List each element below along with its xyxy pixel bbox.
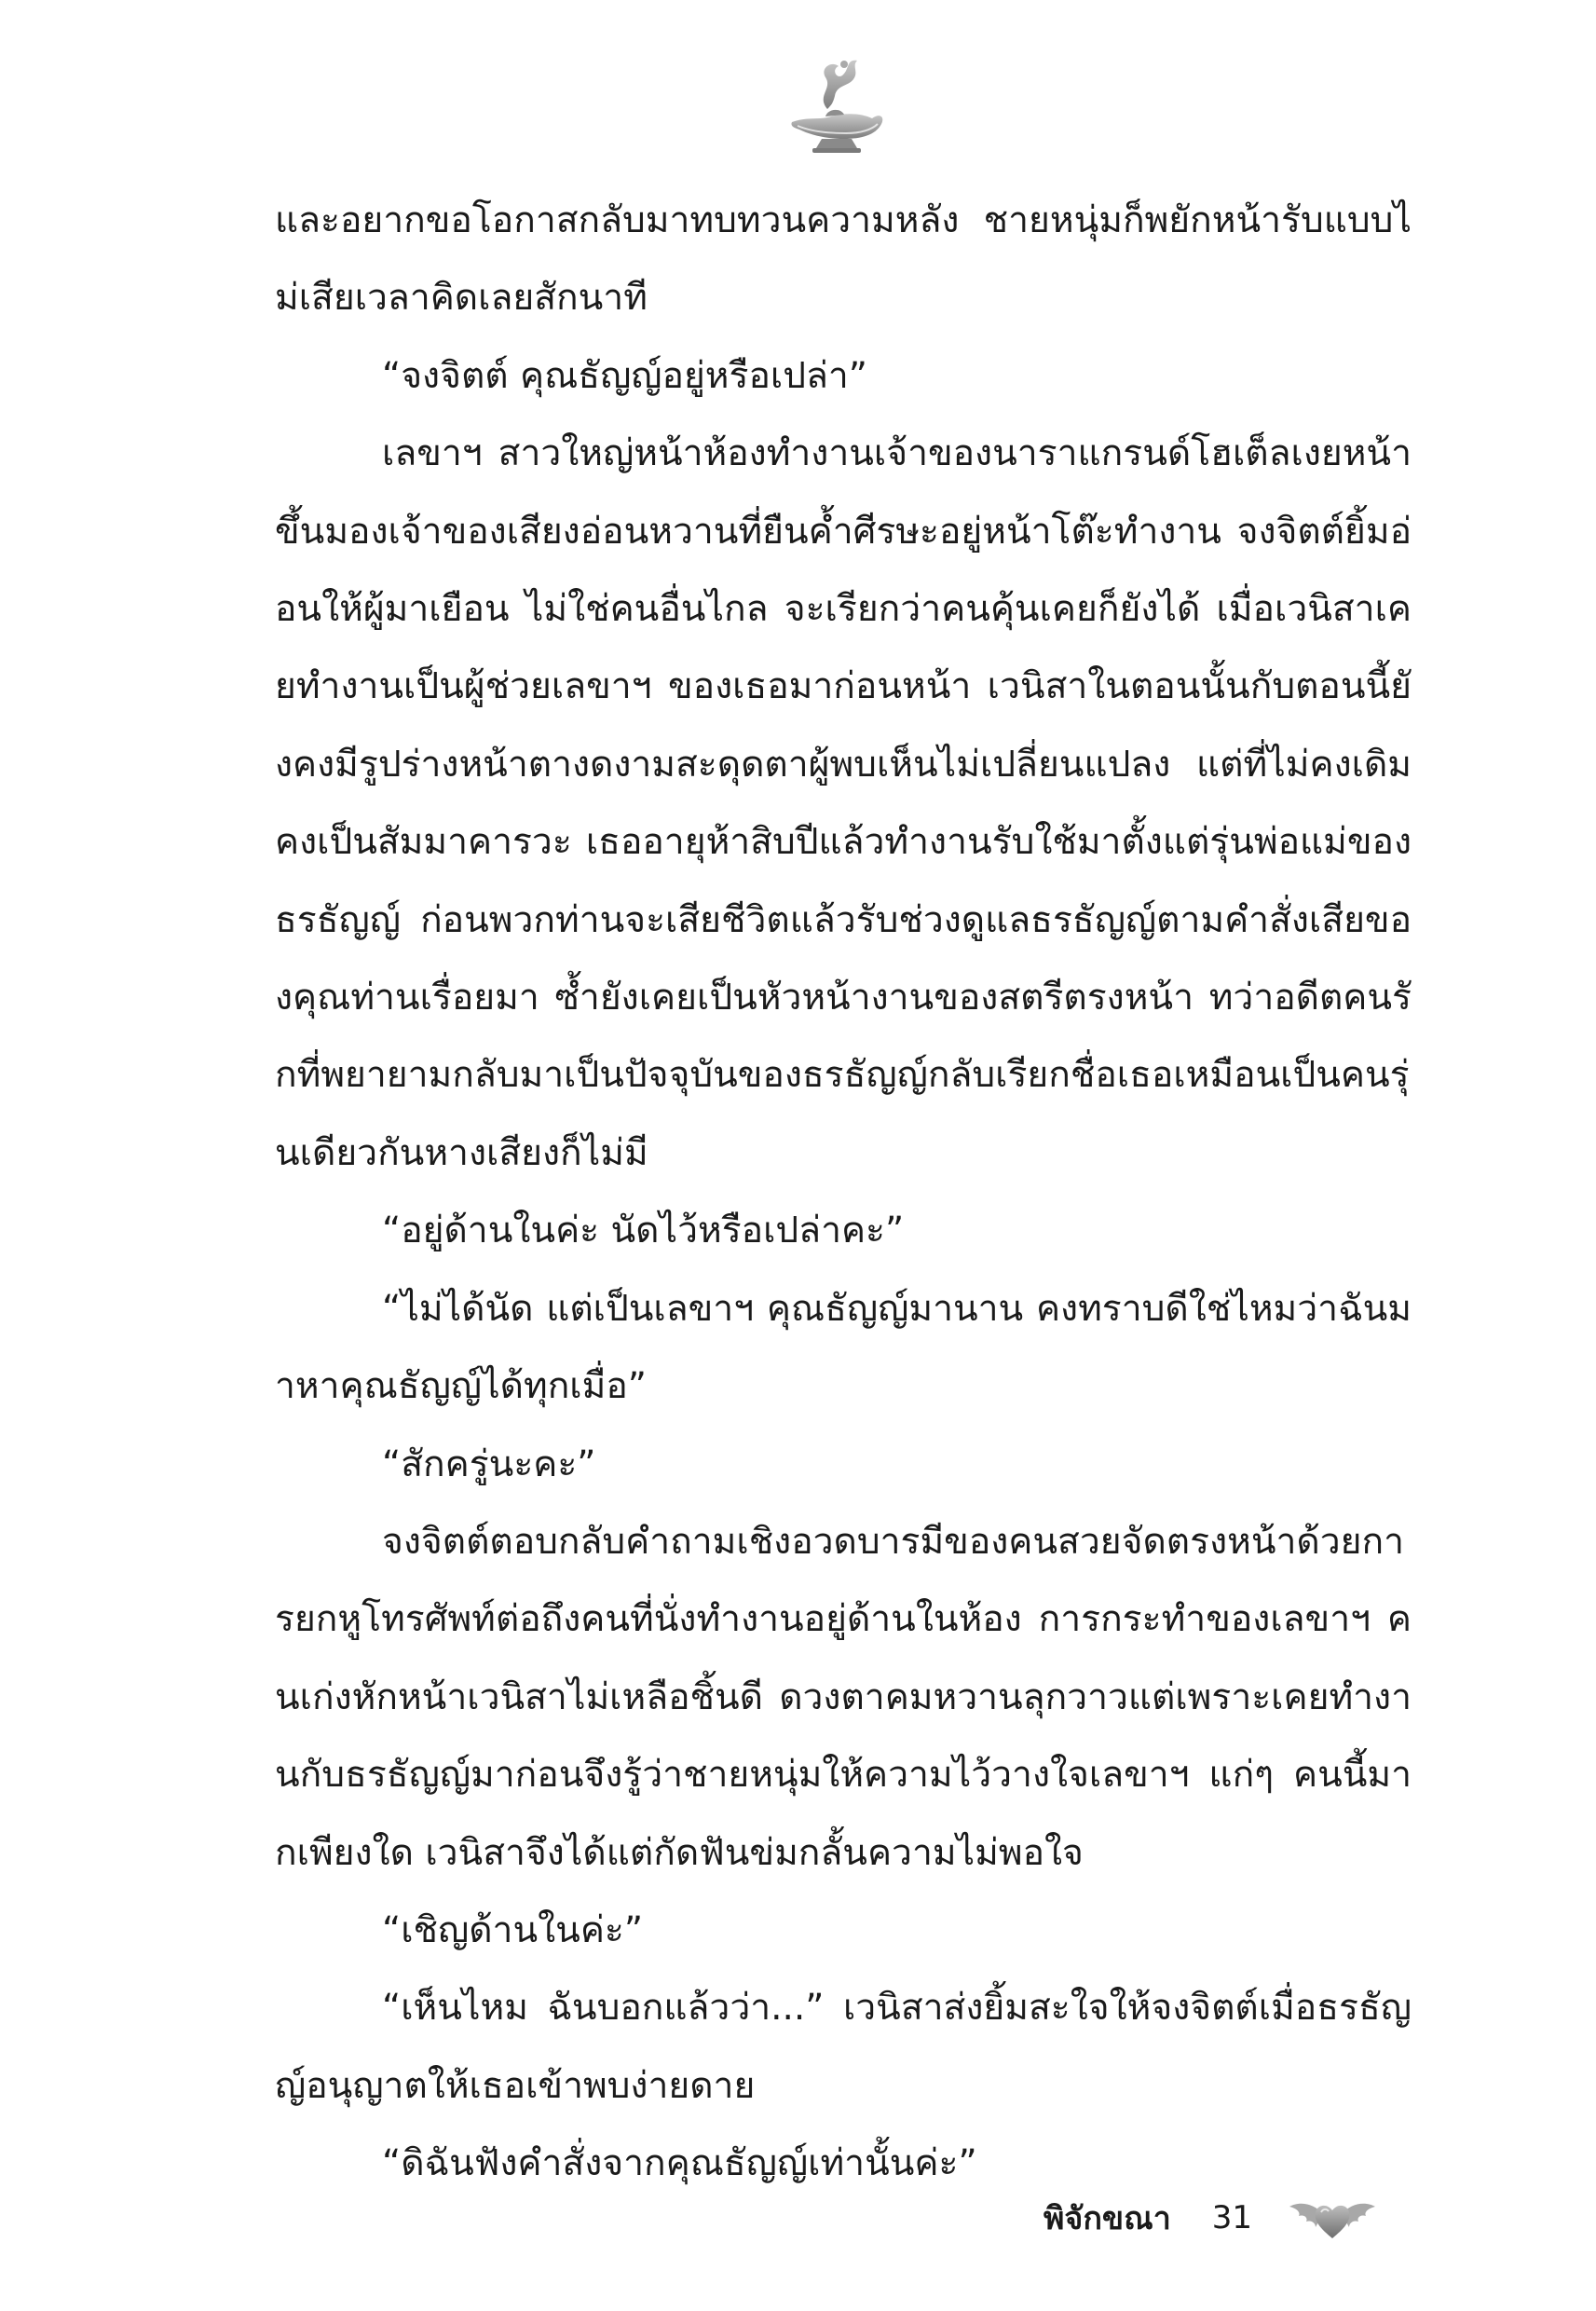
paragraph: และอยากขอโอกาสกลับมาทบทวนความหลัง ชายหนุ่มก็พยักหน้ารับแบบไม่เสียเวลาคิดเลยสักนาที [275,199,1412,320]
paragraph: “จงจิตต์ คุณธัญญ์อยู่หรือเปล่า” [382,354,867,397]
winged-heart-icon [1288,2190,1377,2246]
page-footer [1044,2185,1377,2250]
page-number: 31 [1211,2199,1253,2236]
body-text [275,182,1412,2203]
paragraph: จงจิตต์ตอบกลับคำถามเชิงอวดบารมีของคนสวยจัดตรงหน้าด้วยการยกหูโทรศัพท์ต่อถึงคนที่นั่งทำงานอยู่ด้านในห้อง การกระทำของเลขาฯ คนเก่งหักหน้าเวนิสาไม่เหลือชิ้นดี ดวงตาคมหวานลุกวาวแต่เพราะเคยทำงานกับธรธัญญ์มาก่อนจึงรู้ว่าชายหนุ่มให้ความไว้วางใจเลขาฯ แก่ๆ คนนี้มากเพียงใด เวนิสาจึงได้แต่กัดฟันข่มกลั้นความไม่พอใจ [275,1520,1412,1874]
paragraph: “สักครู่นะคะ” [382,1443,596,1485]
paragraph: “เชิญด้านในค่ะ” [382,1908,644,1951]
paragraph: “ไม่ได้นัด แต่เป็นเลขาฯ คุณธัญญ์มานาน คงทราบดีใช่ไหมว่าฉันมาหาคุณธัญญ์ได้ทุกเมื่อ” [275,1287,1412,1408]
paragraph: เลขาฯ สาวใหญ่หน้าห้องทำงานเจ้าของนาราแกรนด์โฮเต็ลเงยหน้าขึ้นมองเจ้าของเสียงอ่อนหวานที่ยืนค้ำศีรษะอยู่หน้าโต๊ะทำงาน จงจิตต์ยิ้มอ่อนให้ผู้มาเยือน ไม่ใช่คนอื่นไกล จะเรียกว่าคนคุ้นเคยก็ยังได้ เมื่อเวนิสาเคยทำงานเป็นผู้ช่วยเลขาฯ ของเธอมาก่อนหน้า เวนิสาในตอนนั้นกับตอนนี้ยังคงมีรูปร่างหน้าตางดงามสะดุดตาผู้พบเห็นไม่เปลี่ยนแปลง แต่ที่ไม่คงเดิมคงเป็นสัมมาคารวะ เธออายุห้าสิบปีแล้วทำงานรับใช้มาตั้งแต่รุ่นพ่อแม่ของธรธัญญ์ ก่อนพวกท่านจะเสียชีวิตแล้วรับช่วงดูแลธรธัญญ์ตามคำสั่งเสียของคุณท่านเรื่อยมา ซ้ำยังเคยเป็นหัวหน้างานของสตรีตรงหน้า ทว่าอดีตคนรักที่พยายามกลับมาเป็นปัจจุบันของธรธัญญ์กลับเรียกชื่อเธอเหมือนเป็นคนรุ่นเดียวกันหางเสียงก็ไม่มี [275,432,1412,1174]
paragraph: “อยู่ด้านในค่ะ นัดไว้หรือเปล่าคะ” [382,1210,905,1252]
book-title: พิจักขณา [1044,2200,1171,2237]
paragraph: “ดิฉันฟังคำสั่งจากคุณธัญญ์เท่านั้นค่ะ” [382,2142,977,2185]
paragraph: “เห็นไหม ฉันบอกแล้วว่า...” เวนิสาส่งยิ้มสะใจให้จงจิตต์เมื่อธรธัญญ์อนุญาตให้เธอเข้าพบง่ายดาย [275,1987,1412,2107]
genie-lamp-icon [779,51,891,163]
